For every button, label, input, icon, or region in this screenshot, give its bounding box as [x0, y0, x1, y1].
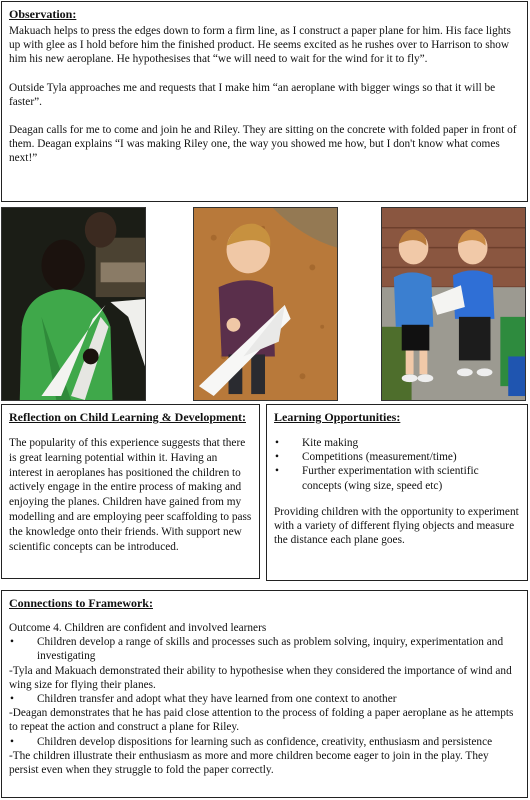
observation-paragraph-2: Outside Tyla approaches me and requests that I make him “an aeroplane with bigger wings so that it will be faster”. [9, 81, 496, 108]
learning-opportunities-box [266, 404, 528, 581]
connections-heading: Connections to Framework: [9, 596, 153, 610]
learning-list [274, 436, 520, 493]
reflection-heading: Reflection on Child Learning & Development: [9, 410, 246, 424]
photo-toddler-paper-plane [193, 207, 338, 401]
observation-box [1, 1, 528, 202]
observation-paragraph-1: Makuach helps to press the edges down to form a firm line, as I construct a paper plane for him. His face lights up with glee as I hold before him the finished product. He seems excited as he rushes over to Harrison to show him his new aeroplane. He hypothesises that “we will need to wait for the wind for it to fly”. [9, 25, 511, 66]
framework-bullet: • Children transfer and adopt what they have learned from one context to another [9, 692, 520, 706]
outcome-line: Outcome 4. Children are confident and involved learners [9, 622, 267, 634]
reflection-text: The popularity of this experience suggests that there is great learning potential within it. Having an interest in aeroplanes has positioned the children to actively engage in the entire process of making and enjoying the planes. Children have gained from my modelling and are employing peer scaffolding to pass the knowledge onto their friends. With support new scientific concepts can be introduced. [9, 437, 252, 553]
list-item: • Kite making [274, 436, 520, 450]
list-item: • Competitions (measurement/time) [274, 450, 520, 464]
photo-two-boys-folding-paper [381, 207, 526, 401]
framework-evidence: -The children illustrate their enthusiasm as more and more children become eager to join in the play. They persist even when they struggle to fold the paper correctly. [9, 749, 489, 777]
learning-text: Providing children with the opportunity to experiment with a variety of different flying objects and measure the distance each plane goes. [274, 505, 519, 547]
list-item: • Further experimentation with scientific concepts (wing size, speed etc) [274, 464, 520, 492]
framework-bullet: • Children develop a range of skills and processes such as problem solving, inquiry, experimentation and investigating [9, 635, 520, 663]
framework-bullet: • Children develop dispositions for learning such as confidence, creativity, enthusiasm and persistence [9, 735, 520, 749]
learning-heading: Learning Opportunities: [274, 410, 401, 424]
photo-child-green-jacket [1, 207, 146, 401]
connections-box [1, 590, 528, 798]
framework-evidence: -Tyla and Makuach demonstrated their ability to hypothesise when they considered the importance of wind and wing size for flying their planes. [9, 664, 512, 691]
reflection-box [1, 404, 260, 579]
framework-evidence: -Deagan demonstrates that he has paid close attention to the process of folding a paper aeroplane as he attempts to repeat the action and construct a plane for Riley. [9, 707, 514, 734]
observation-paragraph-3: Deagan calls for me to come and join he and Riley. They are sitting on the concrete with folded paper in front of them. Deagan explains “I was making Riley one, the way you showed me how, but I don't know what comes next!” [9, 124, 517, 165]
observation-heading: Observation: [9, 7, 77, 21]
